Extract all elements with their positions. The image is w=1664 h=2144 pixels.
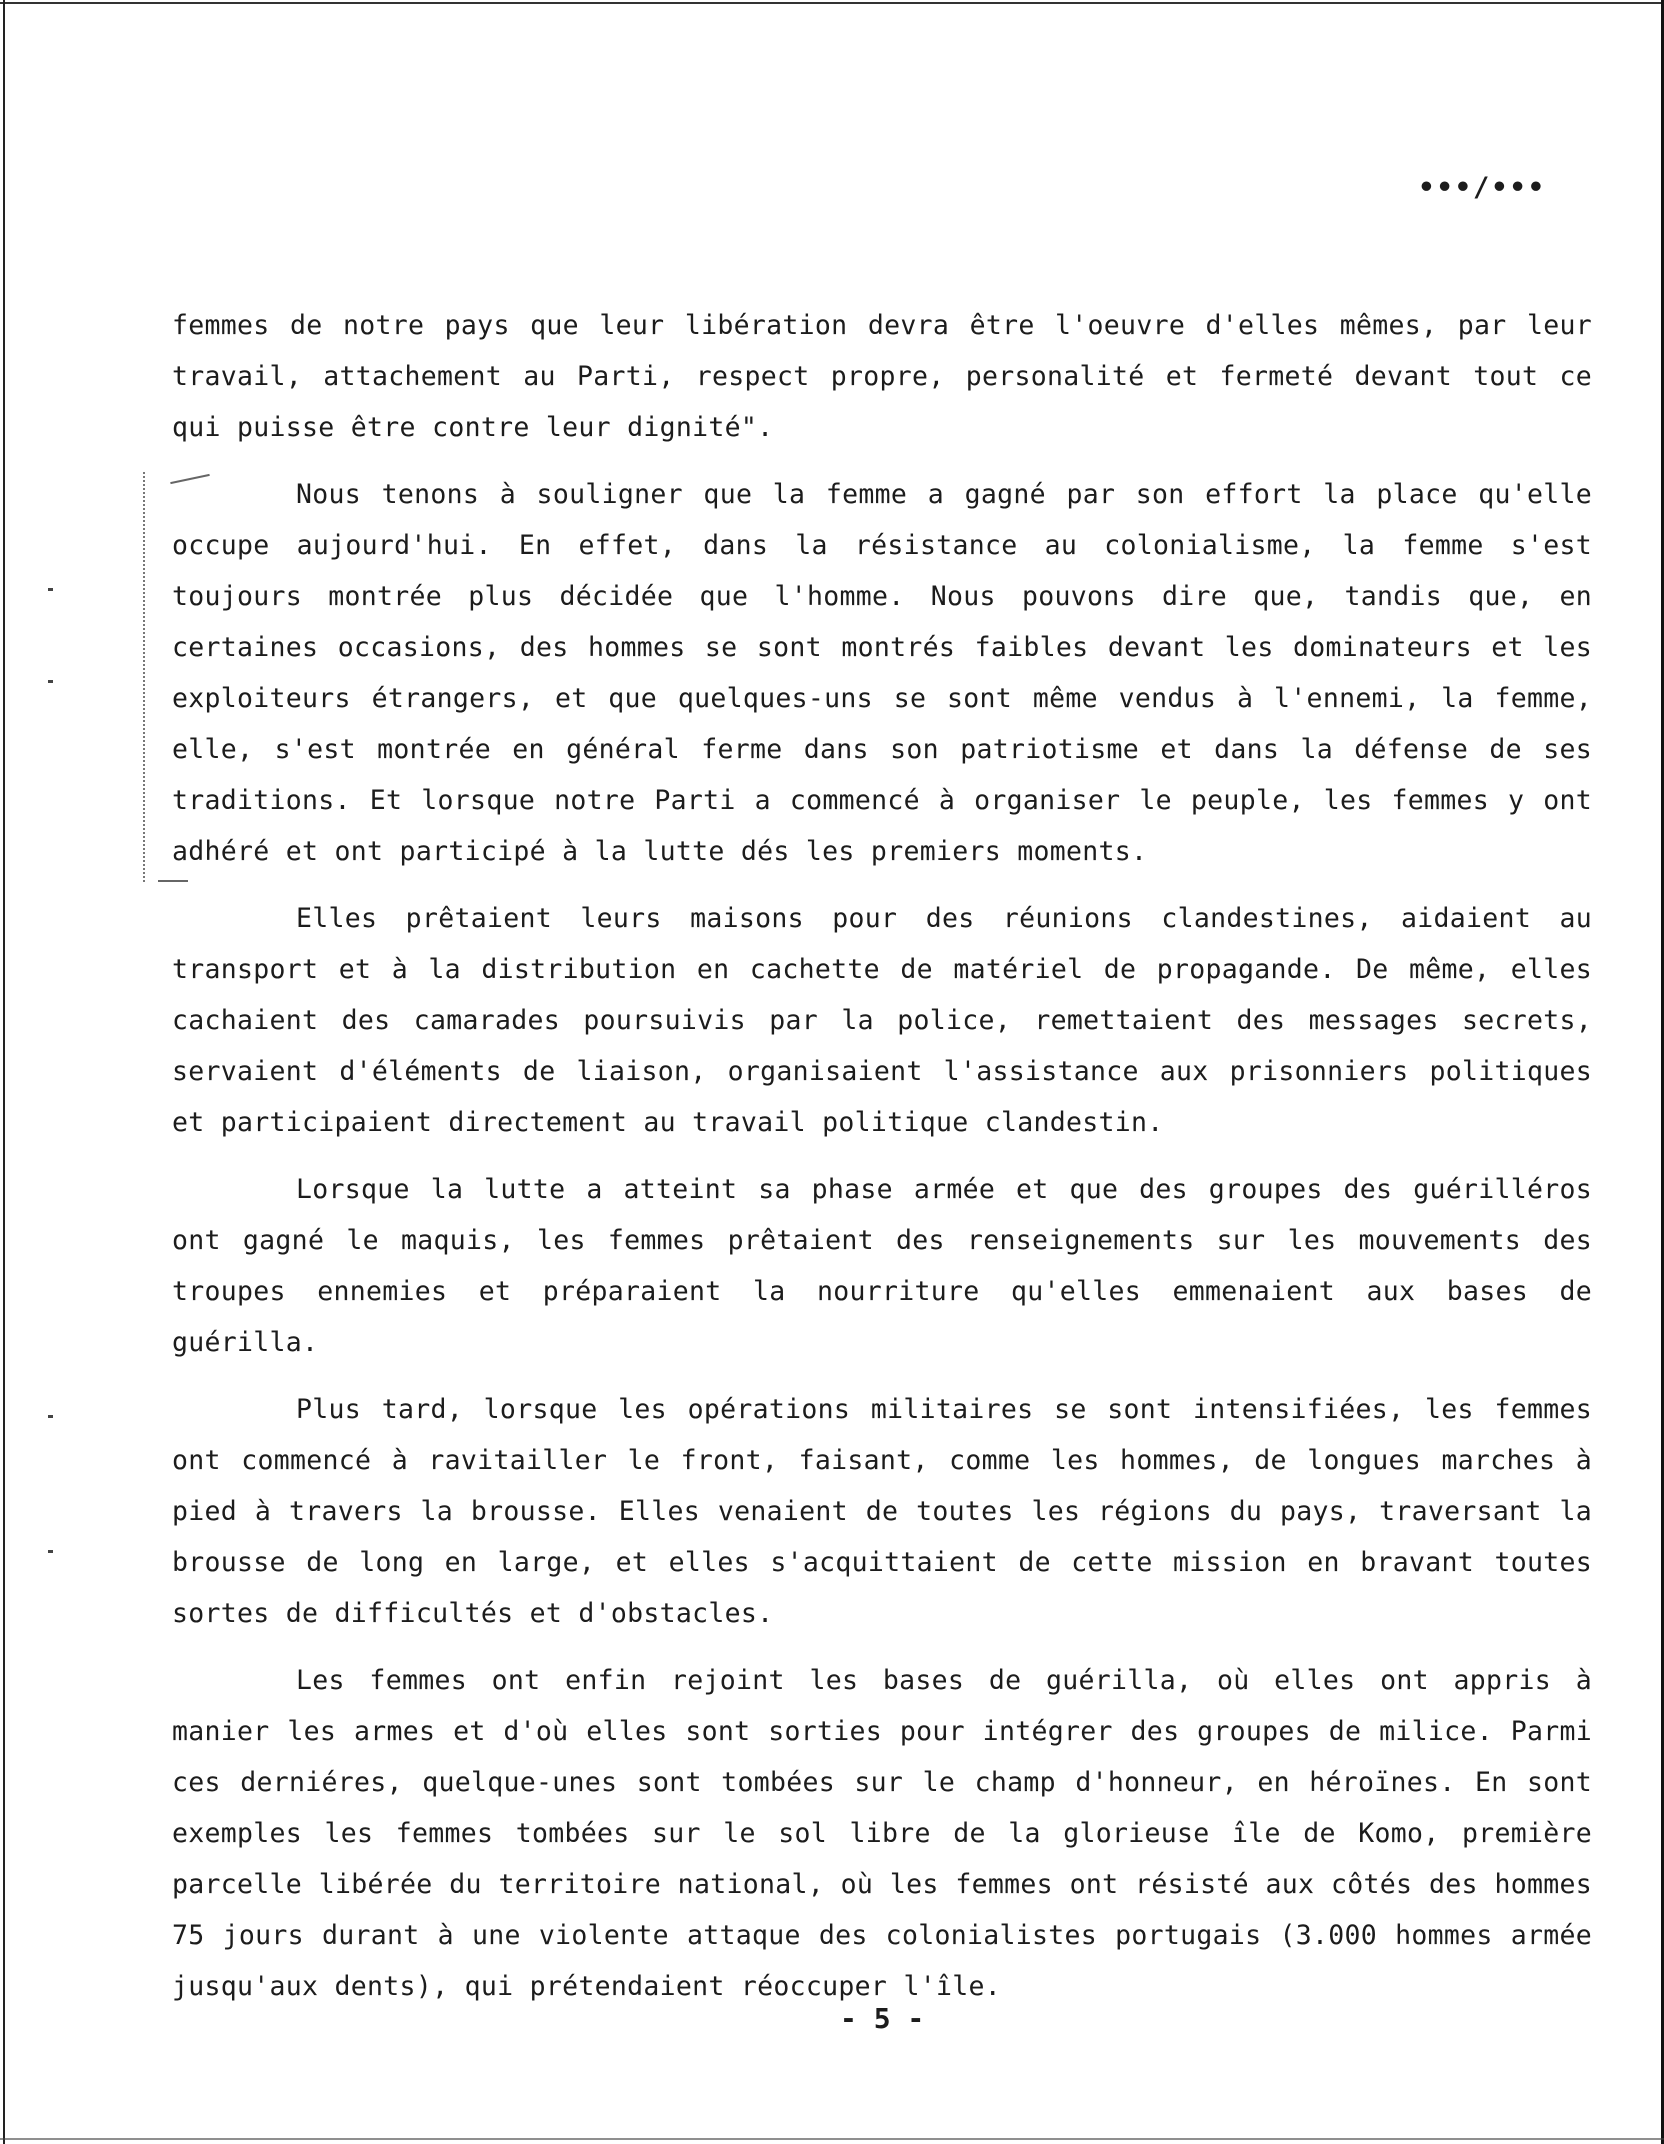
scan-speck bbox=[48, 1550, 53, 1553]
page-edge-bottom bbox=[0, 2138, 1664, 2140]
paragraph: Les femmes ont enfin rejoint les bases de guérilla, où elles ont appris à manier les armes et d'où elles sont sorties pour intégrer des groupes de milice. Parmi ces derniéres, quelque-unes sont tombées sur le champ d'honneur, en héroïnes. En sont exemples les femmes tombées sur le sol libre de la glorieuse île de Komo, première parcelle libérée du territoire national, où les femmes ont résisté aux côtés des hommes 75 jours durant à une violente attaque des colonialistes portugais (3.000 hommes armée jusqu'aux dents), qui prétendaient réoccuper l'île. bbox=[172, 1665, 1592, 2002]
page-edge-left bbox=[3, 0, 5, 2144]
page-number: - 5 - bbox=[840, 2002, 925, 2035]
scan-speck bbox=[48, 588, 53, 591]
paragraph: Elles prêtaient leurs maisons pour des réunions clandestines, aidaient au transport et à la distribution en cachette de matériel de propagande. De même, elles cachaient des camarades poursuivis par la police, remettaient des messages secrets, servaient d'éléments de liaison, organisaient l'assistance aux prisonniers politiques et participaient directement au travail politique clandestin. bbox=[172, 903, 1592, 1138]
scan-speck bbox=[48, 1415, 53, 1418]
paragraph: Nous tenons à souligner que la femme a gagné par son effort la place qu'elle occupe aujourd'hui. En effet, dans la résistance au colonialisme, la femme s'est toujours montrée plus décidée que l'homme. Nous pouvons dire que, tandis que, en certaines occasions, des hommes se sont montrés faibles devant les dominateurs et les exploiteurs étrangers, et que quelques-uns se sont même vendus à l'ennemi, la femme, elle, s'est montrée en général ferme dans son patriotisme et dans la défense de ses traditions. Et lorsque notre Parti a commencé à organiser le peuple, les femmes y ont adhéré et ont participé à la lutte dés les premiers moments. bbox=[172, 479, 1592, 867]
margin-annotation-bracket bbox=[143, 472, 149, 882]
paragraph: femmes de notre pays que leur libération devra être l'oeuvre d'elles mêmes, par leur travail, attachement au Parti, respect propre, personalité et fermeté devant tout ce qui puisse être contre leur dignité". bbox=[172, 310, 1592, 443]
paragraph: Plus tard, lorsque les opérations militaires se sont intensifiées, les femmes ont commencé à ravitailler le front, faisant, comme les hommes, de longues marches à pied à travers la brousse. Elles venaient de toutes les régions du pays, traversant la brousse de long en large, et elles s'acquittaient de cette mission en bravant toutes sortes de difficultés et d'obstacles. bbox=[172, 1394, 1592, 1629]
body-text bbox=[172, 300, 1592, 2028]
continuation-marker: •••/••• bbox=[1418, 172, 1546, 203]
scan-speck bbox=[48, 680, 53, 683]
page-edge-top bbox=[0, 2, 1664, 4]
paragraph: Lorsque la lutte a atteint sa phase armée et que des groupes des guérilléros ont gagné le maquis, les femmes prêtaient des renseignements sur les mouvements des troupes ennemies et préparaient la nourriture qu'elles emmenaient aux bases de guérilla. bbox=[172, 1174, 1592, 1358]
